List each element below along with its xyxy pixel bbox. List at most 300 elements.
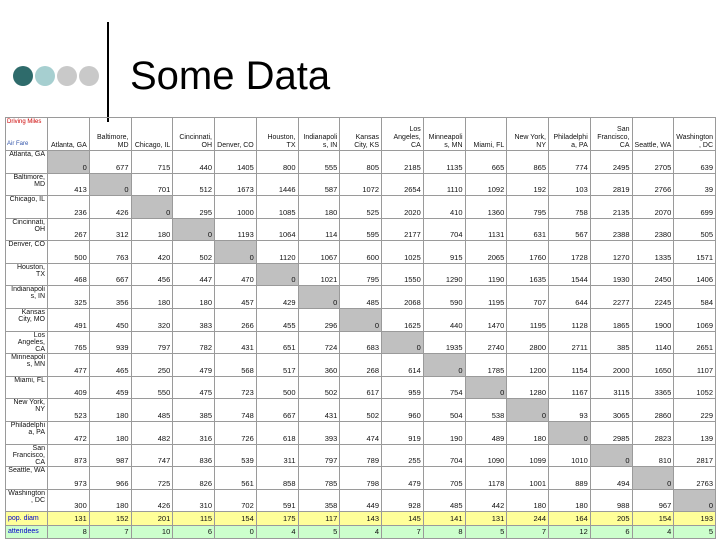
- table-cell: 312: [89, 218, 131, 241]
- table-row: [6, 467, 716, 490]
- table-cell: 1335: [632, 241, 674, 264]
- table-cell: 826: [173, 467, 215, 490]
- table-cell: 267: [48, 218, 90, 241]
- table-cell: 442: [465, 489, 507, 512]
- table-cell: 2070: [632, 196, 674, 219]
- diagonal-cell: 0: [298, 286, 340, 309]
- table-cell: 1107: [674, 354, 716, 377]
- column-header-cincinnati-oh: Cincinnati, OH: [173, 118, 215, 151]
- summary-cell: 152: [89, 512, 131, 525]
- table-cell: 485: [423, 489, 465, 512]
- table-cell: 774: [549, 151, 591, 174]
- column-header-new-york-ny: New York, NY: [507, 118, 549, 151]
- row-header-denver-co: Denver, CO: [6, 241, 48, 264]
- summary-cell: 6: [590, 525, 632, 538]
- table-cell: 180: [131, 218, 173, 241]
- table-cell: 584: [674, 286, 716, 309]
- summary-cell: 164: [549, 512, 591, 525]
- table-cell: 1154: [549, 354, 591, 377]
- table-cell: 1067: [298, 241, 340, 264]
- summary-cell: 154: [632, 512, 674, 525]
- table-cell: 704: [423, 218, 465, 241]
- bullet-dot: [57, 66, 77, 86]
- table-cell: 1360: [465, 196, 507, 219]
- table-cell: 1544: [549, 263, 591, 286]
- table-cell: 1110: [423, 173, 465, 196]
- table-cell: 316: [173, 421, 215, 444]
- table-cell: 320: [131, 309, 173, 332]
- column-header-kansas-city-ks: Kansas City, KS: [340, 118, 382, 151]
- table-cell: 763: [89, 241, 131, 264]
- summary-row-label: pop. diam: [6, 512, 48, 525]
- diagonal-cell: 0: [549, 421, 591, 444]
- table-cell: 707: [507, 286, 549, 309]
- diagonal-cell: 0: [465, 376, 507, 399]
- row-header-atlanta-ga: Atlanta, GA: [6, 151, 48, 174]
- table-cell: 180: [89, 421, 131, 444]
- table-cell: 409: [48, 376, 90, 399]
- bullet-dot: [35, 66, 55, 86]
- table-cell: 491: [48, 309, 90, 332]
- table-cell: 456: [131, 263, 173, 286]
- table-cell: 1010: [549, 444, 591, 467]
- column-header-indianapolis-in: Indianapolis, IN: [298, 118, 340, 151]
- table-cell: 1085: [256, 196, 298, 219]
- table-cell: 440: [173, 151, 215, 174]
- table-cell: 2740: [465, 331, 507, 354]
- row-header-washington-dc: Washington, DC: [6, 489, 48, 512]
- table-cell: 797: [131, 331, 173, 354]
- table-cell: 618: [256, 421, 298, 444]
- table-cell: 747: [131, 444, 173, 467]
- table-cell: 410: [423, 196, 465, 219]
- table-cell: 805: [340, 151, 382, 174]
- table-cell: 639: [674, 151, 716, 174]
- table-cell: 296: [298, 309, 340, 332]
- column-header-philadelphia-pa: Philadelphia, PA: [549, 118, 591, 151]
- table-cell: 677: [89, 151, 131, 174]
- table-cell: 180: [173, 286, 215, 309]
- table-cell: 192: [507, 173, 549, 196]
- table-cell: 310: [173, 489, 215, 512]
- table-cell: 748: [215, 399, 257, 422]
- table-cell: 724: [298, 331, 340, 354]
- table-cell: 504: [423, 399, 465, 422]
- table-cell: 617: [340, 376, 382, 399]
- table-cell: 1290: [423, 263, 465, 286]
- table-cell: 180: [298, 196, 340, 219]
- table-cell: 2766: [632, 173, 674, 196]
- column-header-seattle-wa: Seattle, WA: [632, 118, 674, 151]
- table-cell: 447: [173, 263, 215, 286]
- row-header-baltimore-md: Baltimore, MD: [6, 173, 48, 196]
- summary-cell: 117: [298, 512, 340, 525]
- table-cell: 93: [549, 399, 591, 422]
- table-cell: 180: [89, 489, 131, 512]
- table-header-row: [6, 118, 716, 151]
- table-cell: 1131: [465, 218, 507, 241]
- table-cell: 2705: [632, 151, 674, 174]
- summary-row-label: attendees: [6, 525, 48, 538]
- column-header-san-francisco-ca: San Francisco, CA: [590, 118, 632, 151]
- table-cell: 500: [48, 241, 90, 264]
- table-cell: 2020: [382, 196, 424, 219]
- table-cell: 485: [340, 286, 382, 309]
- table-cell: 429: [256, 286, 298, 309]
- table-cell: 1650: [632, 354, 674, 377]
- table-cell: 426: [131, 489, 173, 512]
- table-cell: 1673: [215, 173, 257, 196]
- table-cell: 1178: [465, 467, 507, 490]
- table-cell: 795: [507, 196, 549, 219]
- row-header-los-angeles-ca: Los Angeles, CA: [6, 331, 48, 354]
- table-cell: 725: [131, 467, 173, 490]
- diagonal-cell: 0: [48, 151, 90, 174]
- table-cell: 468: [48, 263, 90, 286]
- table-cell: 1195: [507, 309, 549, 332]
- table-cell: 555: [298, 151, 340, 174]
- table-row: [6, 286, 716, 309]
- summary-row-attendees: [6, 525, 716, 538]
- table-cell: 1625: [382, 309, 424, 332]
- table-cell: 426: [89, 196, 131, 219]
- table-cell: 1195: [465, 286, 507, 309]
- table-cell: 2763: [674, 467, 716, 490]
- table-cell: 3065: [590, 399, 632, 422]
- table-cell: 699: [674, 196, 716, 219]
- bullet-dot: [79, 66, 99, 86]
- row-header-seattle-wa: Seattle, WA: [6, 467, 48, 490]
- table-cell: 229: [674, 399, 716, 422]
- summary-cell: 143: [340, 512, 382, 525]
- summary-cell: 154: [215, 512, 257, 525]
- table-cell: 470: [215, 263, 257, 286]
- title-divider: [107, 22, 109, 122]
- table-cell: 489: [465, 421, 507, 444]
- summary-cell: 12: [549, 525, 591, 538]
- table-cell: 539: [215, 444, 257, 467]
- diagonal-cell: 0: [173, 218, 215, 241]
- table-cell: 459: [89, 376, 131, 399]
- table-cell: 268: [340, 354, 382, 377]
- table-cell: 765: [48, 331, 90, 354]
- row-header-minneapolis-mn: Minneapolis, MN: [6, 354, 48, 377]
- diagonal-cell: 0: [507, 399, 549, 422]
- table-cell: 475: [173, 376, 215, 399]
- table-cell: 2380: [632, 218, 674, 241]
- table-cell: 928: [382, 489, 424, 512]
- column-header-miami-fl: Miami, FL: [465, 118, 507, 151]
- table-cell: 702: [215, 489, 257, 512]
- table-cell: 494: [590, 467, 632, 490]
- column-header-washington-dc: Washington, DC: [674, 118, 716, 151]
- table-cell: 1935: [423, 331, 465, 354]
- table-cell: 1140: [632, 331, 674, 354]
- table-cell: 651: [256, 331, 298, 354]
- table-cell: 103: [549, 173, 591, 196]
- table-row: [6, 196, 716, 219]
- summary-cell: 8: [48, 525, 90, 538]
- table-cell: 479: [173, 354, 215, 377]
- table-cell: 1635: [507, 263, 549, 286]
- table-cell: 2985: [590, 421, 632, 444]
- table-cell: 644: [549, 286, 591, 309]
- table-cell: 255: [382, 444, 424, 467]
- table-cell: 1128: [549, 309, 591, 332]
- table-cell: 919: [382, 421, 424, 444]
- table-cell: 715: [131, 151, 173, 174]
- table-cell: 1930: [590, 263, 632, 286]
- row-header-miami-fl: Miami, FL: [6, 376, 48, 399]
- table-cell: 2065: [465, 241, 507, 264]
- table-cell: 1120: [256, 241, 298, 264]
- table-cell: 295: [173, 196, 215, 219]
- table-cell: 3115: [590, 376, 632, 399]
- table-cell: 472: [48, 421, 90, 444]
- table-cell: 1193: [215, 218, 257, 241]
- table-cell: 966: [89, 467, 131, 490]
- table-cell: 1728: [549, 241, 591, 264]
- table-cell: 358: [298, 489, 340, 512]
- table-cell: 477: [48, 354, 90, 377]
- summary-cell: 193: [674, 512, 716, 525]
- table-cell: 1470: [465, 309, 507, 332]
- table-cell: 1865: [590, 309, 632, 332]
- table-cell: 2068: [382, 286, 424, 309]
- column-header-baltimore-md: Baltimore, MD: [89, 118, 131, 151]
- table-cell: 683: [340, 331, 382, 354]
- table-cell: 449: [340, 489, 382, 512]
- summary-cell: 5: [298, 525, 340, 538]
- table-cell: 2185: [382, 151, 424, 174]
- table-cell: 385: [590, 331, 632, 354]
- table-cell: 550: [131, 376, 173, 399]
- row-header-san-francisco-ca: San Francisco, CA: [6, 444, 48, 467]
- table-cell: 1550: [382, 263, 424, 286]
- table-cell: 987: [89, 444, 131, 467]
- row-header-chicago-il: Chicago, IL: [6, 196, 48, 219]
- row-header-kansas-city-mo: Kansas City, MO: [6, 309, 48, 332]
- table-cell: 2450: [632, 263, 674, 286]
- row-header-indianapolis-in: Indianapolis, IN: [6, 286, 48, 309]
- table-row: [6, 399, 716, 422]
- table-cell: 479: [382, 467, 424, 490]
- diagonal-cell: 0: [131, 196, 173, 219]
- summary-cell: 175: [256, 512, 298, 525]
- table-row: [6, 444, 716, 467]
- table-cell: 2800: [507, 331, 549, 354]
- table-cell: 1090: [465, 444, 507, 467]
- table-cell: 1069: [674, 309, 716, 332]
- table-cell: 2000: [590, 354, 632, 377]
- table-row: [6, 241, 716, 264]
- table-cell: 754: [423, 376, 465, 399]
- table-row: [6, 354, 716, 377]
- summary-cell: 6: [173, 525, 215, 538]
- table-cell: 360: [298, 354, 340, 377]
- summary-cell: 8: [423, 525, 465, 538]
- table-cell: 420: [131, 241, 173, 264]
- summary-cell: 4: [256, 525, 298, 538]
- table-cell: 2495: [590, 151, 632, 174]
- summary-cell: 7: [89, 525, 131, 538]
- table-cell: 440: [423, 309, 465, 332]
- column-header-minneapolis-mn: Minneapolis, MN: [423, 118, 465, 151]
- table-cell: 2823: [632, 421, 674, 444]
- table-cell: 614: [382, 354, 424, 377]
- summary-cell: 5: [465, 525, 507, 538]
- summary-row-pop-diam: [6, 512, 716, 525]
- summary-cell: 141: [423, 512, 465, 525]
- table-cell: 836: [173, 444, 215, 467]
- table-cell: 967: [632, 489, 674, 512]
- table-row: [6, 421, 716, 444]
- table-cell: 325: [48, 286, 90, 309]
- diagonal-cell: 0: [215, 241, 257, 264]
- table-cell: 2388: [590, 218, 632, 241]
- table-cell: 1064: [256, 218, 298, 241]
- table-cell: 2245: [632, 286, 674, 309]
- table-cell: 356: [89, 286, 131, 309]
- table-cell: 180: [131, 286, 173, 309]
- table-cell: 795: [340, 263, 382, 286]
- table-cell: 631: [507, 218, 549, 241]
- table-cell: 1571: [674, 241, 716, 264]
- table-cell: 1135: [423, 151, 465, 174]
- row-header-new-york-ny: New York, NY: [6, 399, 48, 422]
- table-cell: 858: [256, 467, 298, 490]
- column-header-chicago-il: Chicago, IL: [131, 118, 173, 151]
- table-cell: 180: [89, 399, 131, 422]
- table-cell: 2860: [632, 399, 674, 422]
- table-cell: 1280: [507, 376, 549, 399]
- table-cell: 667: [256, 399, 298, 422]
- table-cell: 915: [423, 241, 465, 264]
- table-cell: 1190: [465, 263, 507, 286]
- table-cell: 525: [340, 196, 382, 219]
- column-header-atlanta-ga: Atlanta, GA: [48, 118, 90, 151]
- table-cell: 393: [298, 421, 340, 444]
- table-cell: 1099: [507, 444, 549, 467]
- table-cell: 2819: [590, 173, 632, 196]
- table-cell: 959: [382, 376, 424, 399]
- diagonal-cell: 0: [340, 309, 382, 332]
- table-cell: 595: [340, 218, 382, 241]
- table-cell: 485: [131, 399, 173, 422]
- table-cell: 1021: [298, 263, 340, 286]
- table-cell: 180: [507, 489, 549, 512]
- diagonal-cell: 0: [423, 354, 465, 377]
- diagonal-cell: 0: [256, 263, 298, 286]
- table-cell: 865: [507, 151, 549, 174]
- diagonal-cell: 0: [674, 489, 716, 512]
- table-cell: 568: [215, 354, 257, 377]
- table-cell: 939: [89, 331, 131, 354]
- table-cell: 385: [173, 399, 215, 422]
- row-header-cincinnati-oh: Cincinnati, OH: [6, 218, 48, 241]
- table-cell: 2711: [549, 331, 591, 354]
- table-cell: 455: [256, 309, 298, 332]
- table-cell: 2651: [674, 331, 716, 354]
- table-cell: 704: [423, 444, 465, 467]
- corner-label-airfare: Air Fare: [7, 141, 29, 147]
- summary-cell: 4: [632, 525, 674, 538]
- table-cell: 236: [48, 196, 90, 219]
- table-cell: 1052: [674, 376, 716, 399]
- table-cell: 1072: [340, 173, 382, 196]
- table-cell: 1446: [256, 173, 298, 196]
- table-cell: 758: [549, 196, 591, 219]
- diagonal-cell: 0: [89, 173, 131, 196]
- diagonal-cell: 0: [632, 467, 674, 490]
- table-cell: 413: [48, 173, 90, 196]
- table-cell: 190: [423, 421, 465, 444]
- table-cell: 797: [298, 444, 340, 467]
- table-cell: 1092: [465, 173, 507, 196]
- table-cell: 561: [215, 467, 257, 490]
- table-cell: 591: [256, 489, 298, 512]
- table-cell: 798: [340, 467, 382, 490]
- summary-cell: 131: [465, 512, 507, 525]
- slide-title: Some Data: [130, 54, 331, 98]
- table-cell: 465: [89, 354, 131, 377]
- table-cell: 139: [674, 421, 716, 444]
- corner-label-driving: Driving Miles: [7, 119, 42, 125]
- table-cell: 250: [131, 354, 173, 377]
- table-row: [6, 151, 716, 174]
- table-cell: 474: [340, 421, 382, 444]
- summary-cell: 205: [590, 512, 632, 525]
- table-cell: 810: [632, 444, 674, 467]
- table-cell: 502: [173, 241, 215, 264]
- column-header-los-angeles-ca: Los Angeles, CA: [382, 118, 424, 151]
- table-cell: 782: [173, 331, 215, 354]
- table-cell: 587: [298, 173, 340, 196]
- table-cell: 2277: [590, 286, 632, 309]
- table-cell: 2177: [382, 218, 424, 241]
- table-cell: 1785: [465, 354, 507, 377]
- table-cell: 723: [215, 376, 257, 399]
- table-cell: 1760: [507, 241, 549, 264]
- table-cell: 266: [215, 309, 257, 332]
- summary-cell: 5: [674, 525, 716, 538]
- table-cell: 114: [298, 218, 340, 241]
- table-cell: 1000: [215, 196, 257, 219]
- diagonal-cell: 0: [382, 331, 424, 354]
- table-cell: 567: [549, 218, 591, 241]
- summary-cell: 201: [131, 512, 173, 525]
- table-cell: 973: [48, 467, 90, 490]
- column-header-denver-co: Denver, CO: [215, 118, 257, 151]
- table-cell: 1900: [632, 309, 674, 332]
- table-cell: 517: [256, 354, 298, 377]
- table-cell: 600: [340, 241, 382, 264]
- table-row: [6, 218, 716, 241]
- summary-cell: 145: [382, 512, 424, 525]
- table-cell: 300: [48, 489, 90, 512]
- table-cell: 960: [382, 399, 424, 422]
- table-cell: 590: [423, 286, 465, 309]
- table-cell: 1025: [382, 241, 424, 264]
- summary-cell: 7: [507, 525, 549, 538]
- table-cell: 1001: [507, 467, 549, 490]
- table-cell: 726: [215, 421, 257, 444]
- table-cell: 2817: [674, 444, 716, 467]
- table-cell: 701: [131, 173, 173, 196]
- row-header-houston-tx: Houston, TX: [6, 263, 48, 286]
- table-cell: 538: [465, 399, 507, 422]
- table-cell: 180: [507, 421, 549, 444]
